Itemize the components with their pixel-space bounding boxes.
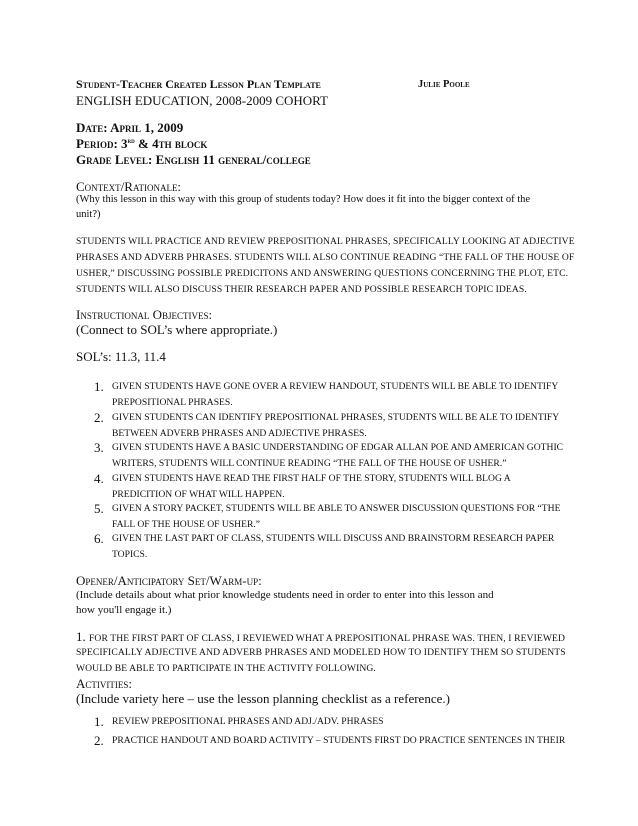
objective-line: WRITERS, STUDENTS WILL CONTINUE READING “THE FALL OF THE HOUSE OF USHER.” xyxy=(112,458,507,469)
opener-body-line-1 xyxy=(76,630,565,644)
objective-line: TOPICS. xyxy=(112,549,148,560)
objective-line: BETWEEN ADVERB PHRASES AND ADJECTIVE PHRASES. xyxy=(112,428,367,439)
objectives-heading: Instructional Objectives: xyxy=(76,307,213,322)
activities-heading: Activities: xyxy=(76,676,132,691)
activity-line: PRACTICE HANDOUT AND BOARD ACTIVITY – STUDENTS FIRST DO PRACTICE SENTENCES IN THEIR xyxy=(112,735,566,746)
objective-line: PREPOSITIONAL PHRASES. xyxy=(112,397,233,408)
objective-line: GIVEN STUDENTS HAVE READ THE FIRST HALF OF THE STORY, STUDENTS WILL BLOG A xyxy=(112,473,511,484)
activity-line: REVIEW PREPOSITIONAL PHRASES AND ADJ./ADV. PHRASES xyxy=(112,716,384,727)
objectives-prompt: (Connect to SOL’s where appropriate.) xyxy=(76,322,278,337)
objective-line: GIVEN A STORY PACKET, STUDENTS WILL BE ABLE TO ANSWER DISCUSSION QUESTIONS FOR “THE xyxy=(112,503,561,514)
grade-rest: general/college xyxy=(218,152,311,167)
objective-number: 6. xyxy=(94,531,104,546)
author-name: Julie Poole xyxy=(418,79,470,90)
objective-number: 1. xyxy=(94,379,104,394)
period-rest: & 4th block xyxy=(138,136,208,151)
objective-number: 3. xyxy=(94,440,104,455)
context-body-line-4: STUDENTS WILL ALSO DISCUSS THEIR RESEARCH PAPER AND POSSIBLE RESEARCH TOPIC IDEAS. xyxy=(76,284,527,295)
document-title: Student-Teacher Created Lesson Plan Template xyxy=(76,77,321,91)
opener-heading: Opener/Anticipatory Set/Warm-up: xyxy=(76,573,262,588)
objective-line: GIVEN STUDENTS HAVE GONE OVER A REVIEW HANDOUT, STUDENTS WILL BE ABLE TO IDENTIFY xyxy=(112,381,559,392)
opener-prompt-line-2: how you'll engage it.) xyxy=(76,604,172,616)
context-prompt-line-1: (Why this lesson in this way with this group of students today? How does it fit into the bigger context of the xyxy=(76,194,531,205)
activities-prompt: (Include variety here – use the lesson planning checklist as a reference.) xyxy=(76,691,450,706)
period-number: 3 xyxy=(121,136,128,151)
objective-number: 4. xyxy=(94,471,104,486)
objective-number: 5. xyxy=(94,501,104,516)
period-label: Period: xyxy=(76,136,118,151)
objective-line: GIVEN STUDENTS CAN IDENTIFY PREPOSITIONAL PHRASES, STUDENTS WILL BE ALE TO IDENTIFY xyxy=(112,412,560,423)
cohort-line: ENGLISH EDUCATION, 2008-2009 COHORT xyxy=(76,93,328,108)
opener-body-line-2: SPECIFICALLY ADJECTIVE AND ADVERB PHRASES AND MODELED HOW TO IDENTIFY THEM SO STUDENTS xyxy=(76,647,566,658)
date-value: April 1, 2009 xyxy=(110,120,184,135)
sol-line: SOL’s: 11.3, 11.4 xyxy=(76,349,166,364)
opener-body-text: FOR THE FIRST PART OF CLASS, I REVIEWED WHAT A PREPOSITIONAL PHRASE WAS. THEN, I REVIEWED xyxy=(89,633,565,644)
period-superscript: rd xyxy=(127,137,135,145)
objective-line: FALL OF THE HOUSE OF USHER.” xyxy=(112,519,260,530)
opener-prompt-line-1: (Include details about what prior knowledge students need in order to enter into this lesson and xyxy=(76,589,494,601)
activity-number: 2. xyxy=(94,733,104,748)
context-body-line-1: STUDENTS WILL PRACTICE AND REVIEW PREPOSITIONAL PHRASES, SPECIFICALLY LOOKING AT ADJECTIVE xyxy=(76,236,575,247)
objective-number: 2. xyxy=(94,410,104,425)
objective-line: GIVEN THE LAST PART OF CLASS, STUDENTS WILL DISCUSS AND BRAINSTORM RESEARCH PAPER xyxy=(112,533,555,544)
objective-line: GIVEN STUDENTS HAVE A BASIC UNDERSTANDING OF EDGAR ALLAN POE AND AMERICAN GOTHIC xyxy=(112,442,564,453)
context-prompt-line-2: unit?) xyxy=(76,209,101,220)
activity-number: 1. xyxy=(94,714,104,729)
grade-value: English 11 xyxy=(155,152,215,167)
period-line xyxy=(76,137,207,150)
grade-line xyxy=(76,153,311,166)
opener-number: 1. xyxy=(76,629,86,644)
context-heading: Context/Rationale: xyxy=(76,179,182,194)
context-body-line-2: PHRASES AND ADVERB PHRASES. STUDENTS WILL ALSO CONTINUE READING “THE FALL OF THE HOUSE OF xyxy=(76,252,575,263)
date-line xyxy=(76,121,183,134)
context-body-line-3: USHER,” DISCUSSING POSSIBLE PREDICITONS AND ANSWERING QUESTIONS CONCERNING THE PLOT, ETC. xyxy=(76,268,569,279)
opener-body-line-3: WOULD BE ABLE TO PARTICIPATE IN THE ACTIVITY FOLLOWING. xyxy=(76,663,376,674)
objective-line: PREDICITION OF WHAT WILL HAPPEN. xyxy=(112,489,285,500)
grade-label: Grade Level: xyxy=(76,152,153,167)
date-label: Date: xyxy=(76,120,108,135)
